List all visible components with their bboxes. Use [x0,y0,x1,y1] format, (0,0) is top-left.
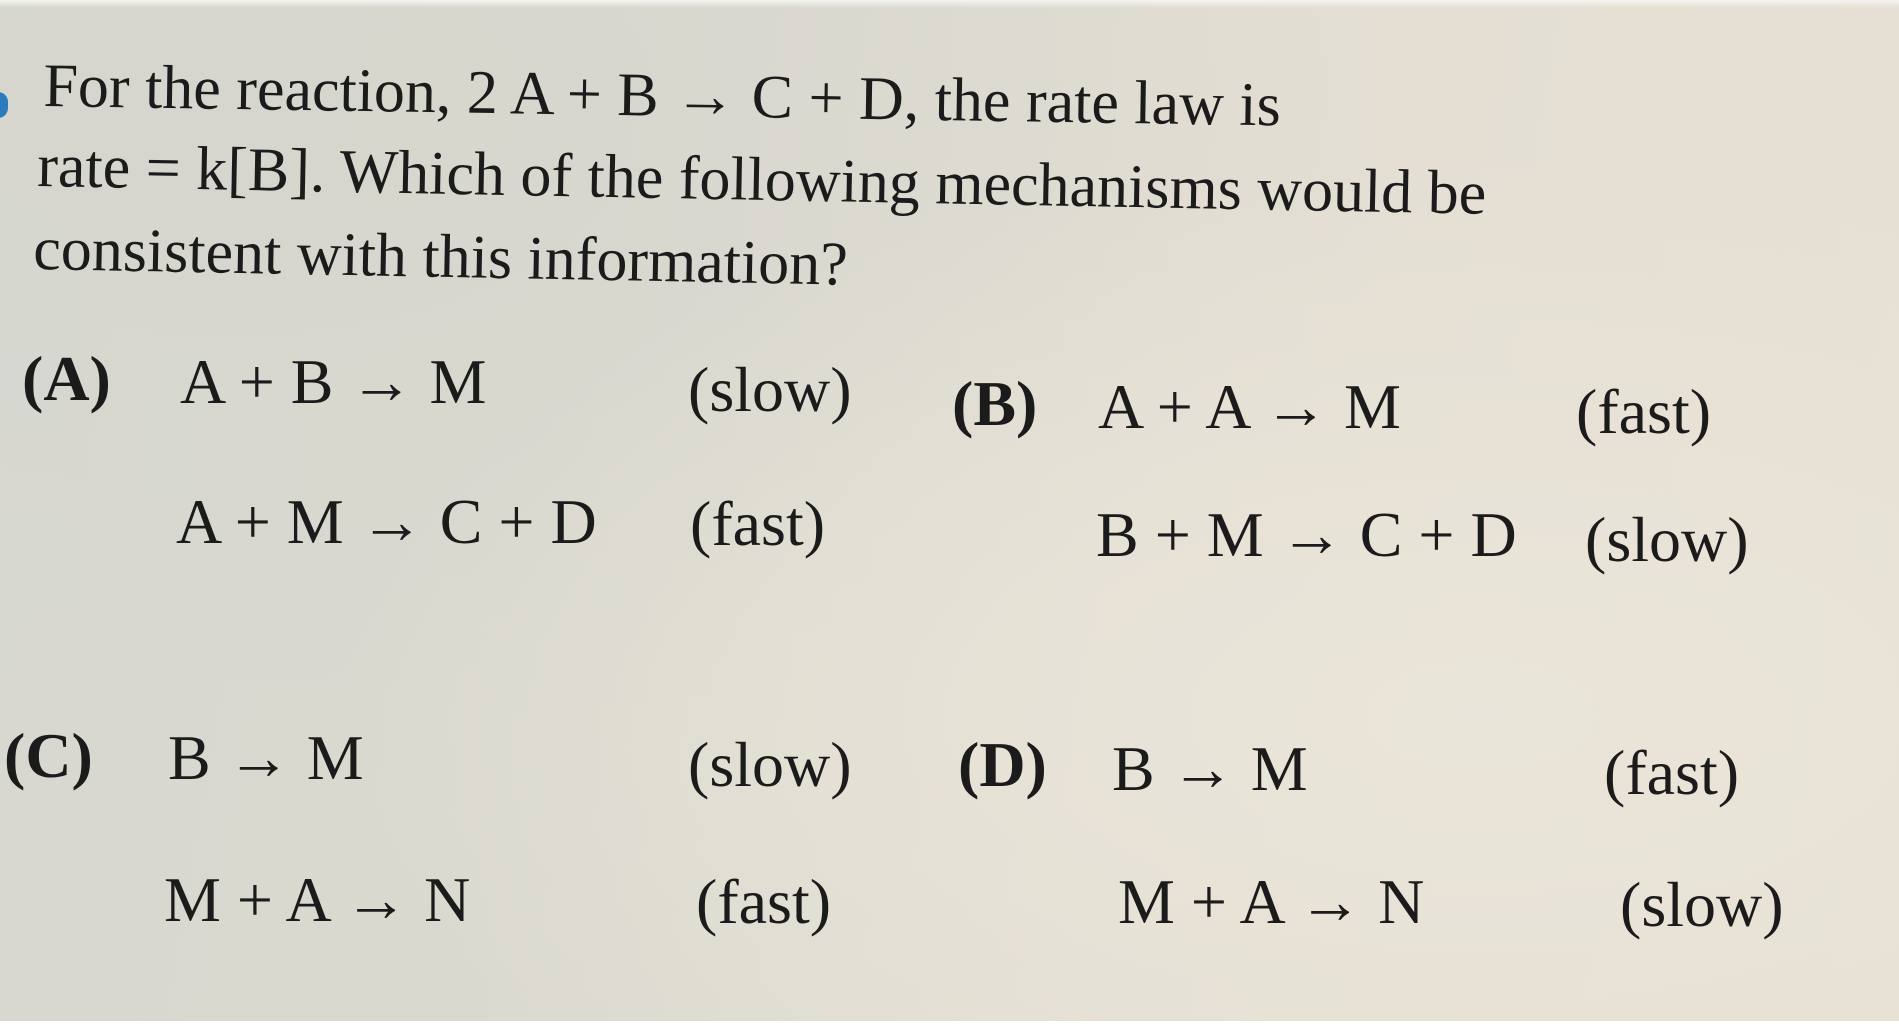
blue-marker [0,92,8,118]
option-b-label: (B) [952,368,1038,439]
option-c-step2-speed: (fast) [696,866,832,937]
option-a-label: (A) [22,343,111,414]
option-a-step1-equation: A + B → M [180,346,487,417]
option-c-label: (C) [4,720,93,791]
option-b-step2-equation: B + M → C + D [1096,499,1517,570]
option-c-step1-speed: (slow) [688,729,852,800]
question-line-1: For the reaction, 2 A + B → C + D, the rate law is [42,52,1282,140]
option-a-step1-speed: (slow) [688,354,852,425]
option-d-step1-equation: B → M [1112,733,1308,804]
option-c-step1-equation: B → M [168,722,364,793]
option-d-step2-speed: (slow) [1620,869,1784,940]
question-line-3: consistent with this information? [32,215,849,299]
option-d-step2-equation: M + A → N [1118,866,1425,937]
option-b-step1-equation: A + A → M [1098,371,1401,442]
question-line-2: rate = k[B]. Which of the following mechanisms would be [36,132,1487,228]
option-a-step2-equation: A + M → C + D [176,486,597,557]
option-b-step1-speed: (fast) [1576,376,1712,447]
option-a-step2-speed: (fast) [690,488,826,559]
option-d-label: (D) [958,729,1047,800]
option-b-step2-speed: (slow) [1585,504,1749,575]
bottom-margin [0,1021,1899,1033]
option-d-step1-speed: (fast) [1604,737,1740,808]
option-c-step2-equation: M + A → N [164,864,471,935]
page-edge [0,0,1899,8]
